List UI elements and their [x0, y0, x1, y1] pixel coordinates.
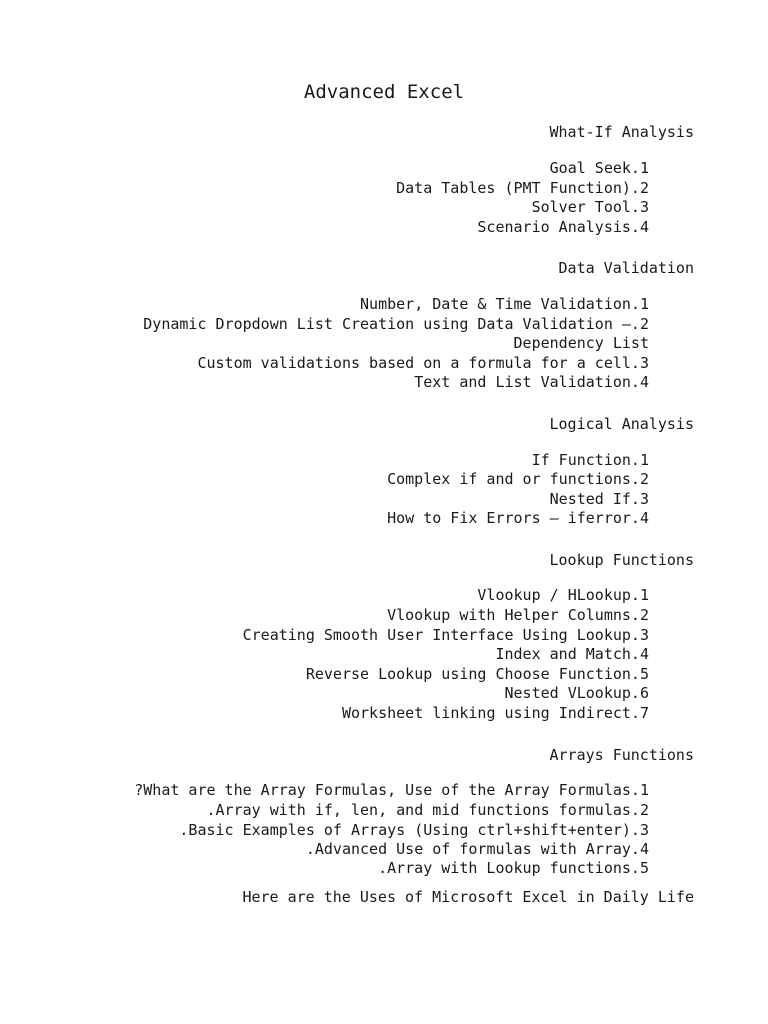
list-item: Data Tables (PMT Function).2: [396, 179, 649, 197]
list-item: Solver Tool.3: [531, 198, 649, 216]
list-item: Complex if and or functions.2: [387, 470, 649, 488]
list-item: Creating Smooth User Interface Using Lookup.3: [242, 626, 649, 644]
list-item: Nested VLookup.6: [504, 684, 649, 702]
list-item: Nested If.3: [549, 490, 649, 508]
list-item: Reverse Lookup using Choose Function.5: [305, 665, 649, 683]
list-item: Dependency List: [513, 334, 649, 352]
list-item: Index and Match.4: [495, 645, 649, 663]
list-item: Vlookup / HLookup.1: [477, 586, 649, 604]
list-item: How to Fix Errors – iferror.4: [387, 509, 649, 527]
list-item: ?What are the Array Formulas, Use of the Array Formulas.1: [134, 781, 649, 799]
list-item: .Advanced Use of formulas with Array.4: [305, 840, 649, 858]
list-item: Custom validations based on a formula for a cell.3: [197, 354, 649, 372]
list-item: Scenario Analysis.4: [477, 218, 649, 236]
closing-line: Here are the Uses of Microsoft Excel in Daily Life: [242, 888, 694, 906]
list-item: .Array with Lookup functions.5: [378, 859, 649, 877]
list-item: Text and List Validation.4: [414, 373, 649, 391]
list-item: .Basic Examples of Arrays (Using ctrl+shift+enter).3: [179, 821, 649, 839]
section-heading-lookup-functions: Lookup Functions: [549, 551, 694, 569]
page-title: Advanced Excel: [303, 81, 465, 103]
list-item: Worksheet linking using Indirect.7: [341, 704, 649, 722]
list-item: Dynamic Dropdown List Creation using Data Validation –.2: [143, 315, 649, 333]
list-item: .Array with if, len, and mid functions formulas.2: [206, 801, 649, 819]
section-heading-data-validation: Data Validation: [558, 259, 694, 277]
list-item: If Function.1: [531, 451, 649, 469]
list-item: Number, Date & Time Validation.1: [360, 295, 649, 313]
list-item: Goal Seek.1: [549, 159, 649, 177]
section-heading-logical-analysis: Logical Analysis: [549, 415, 694, 433]
list-item: Vlookup with Helper Columns.2: [387, 606, 649, 624]
section-heading-what-if: What-If Analysis: [549, 123, 694, 141]
section-heading-arrays-functions: Arrays Functions: [549, 746, 694, 764]
